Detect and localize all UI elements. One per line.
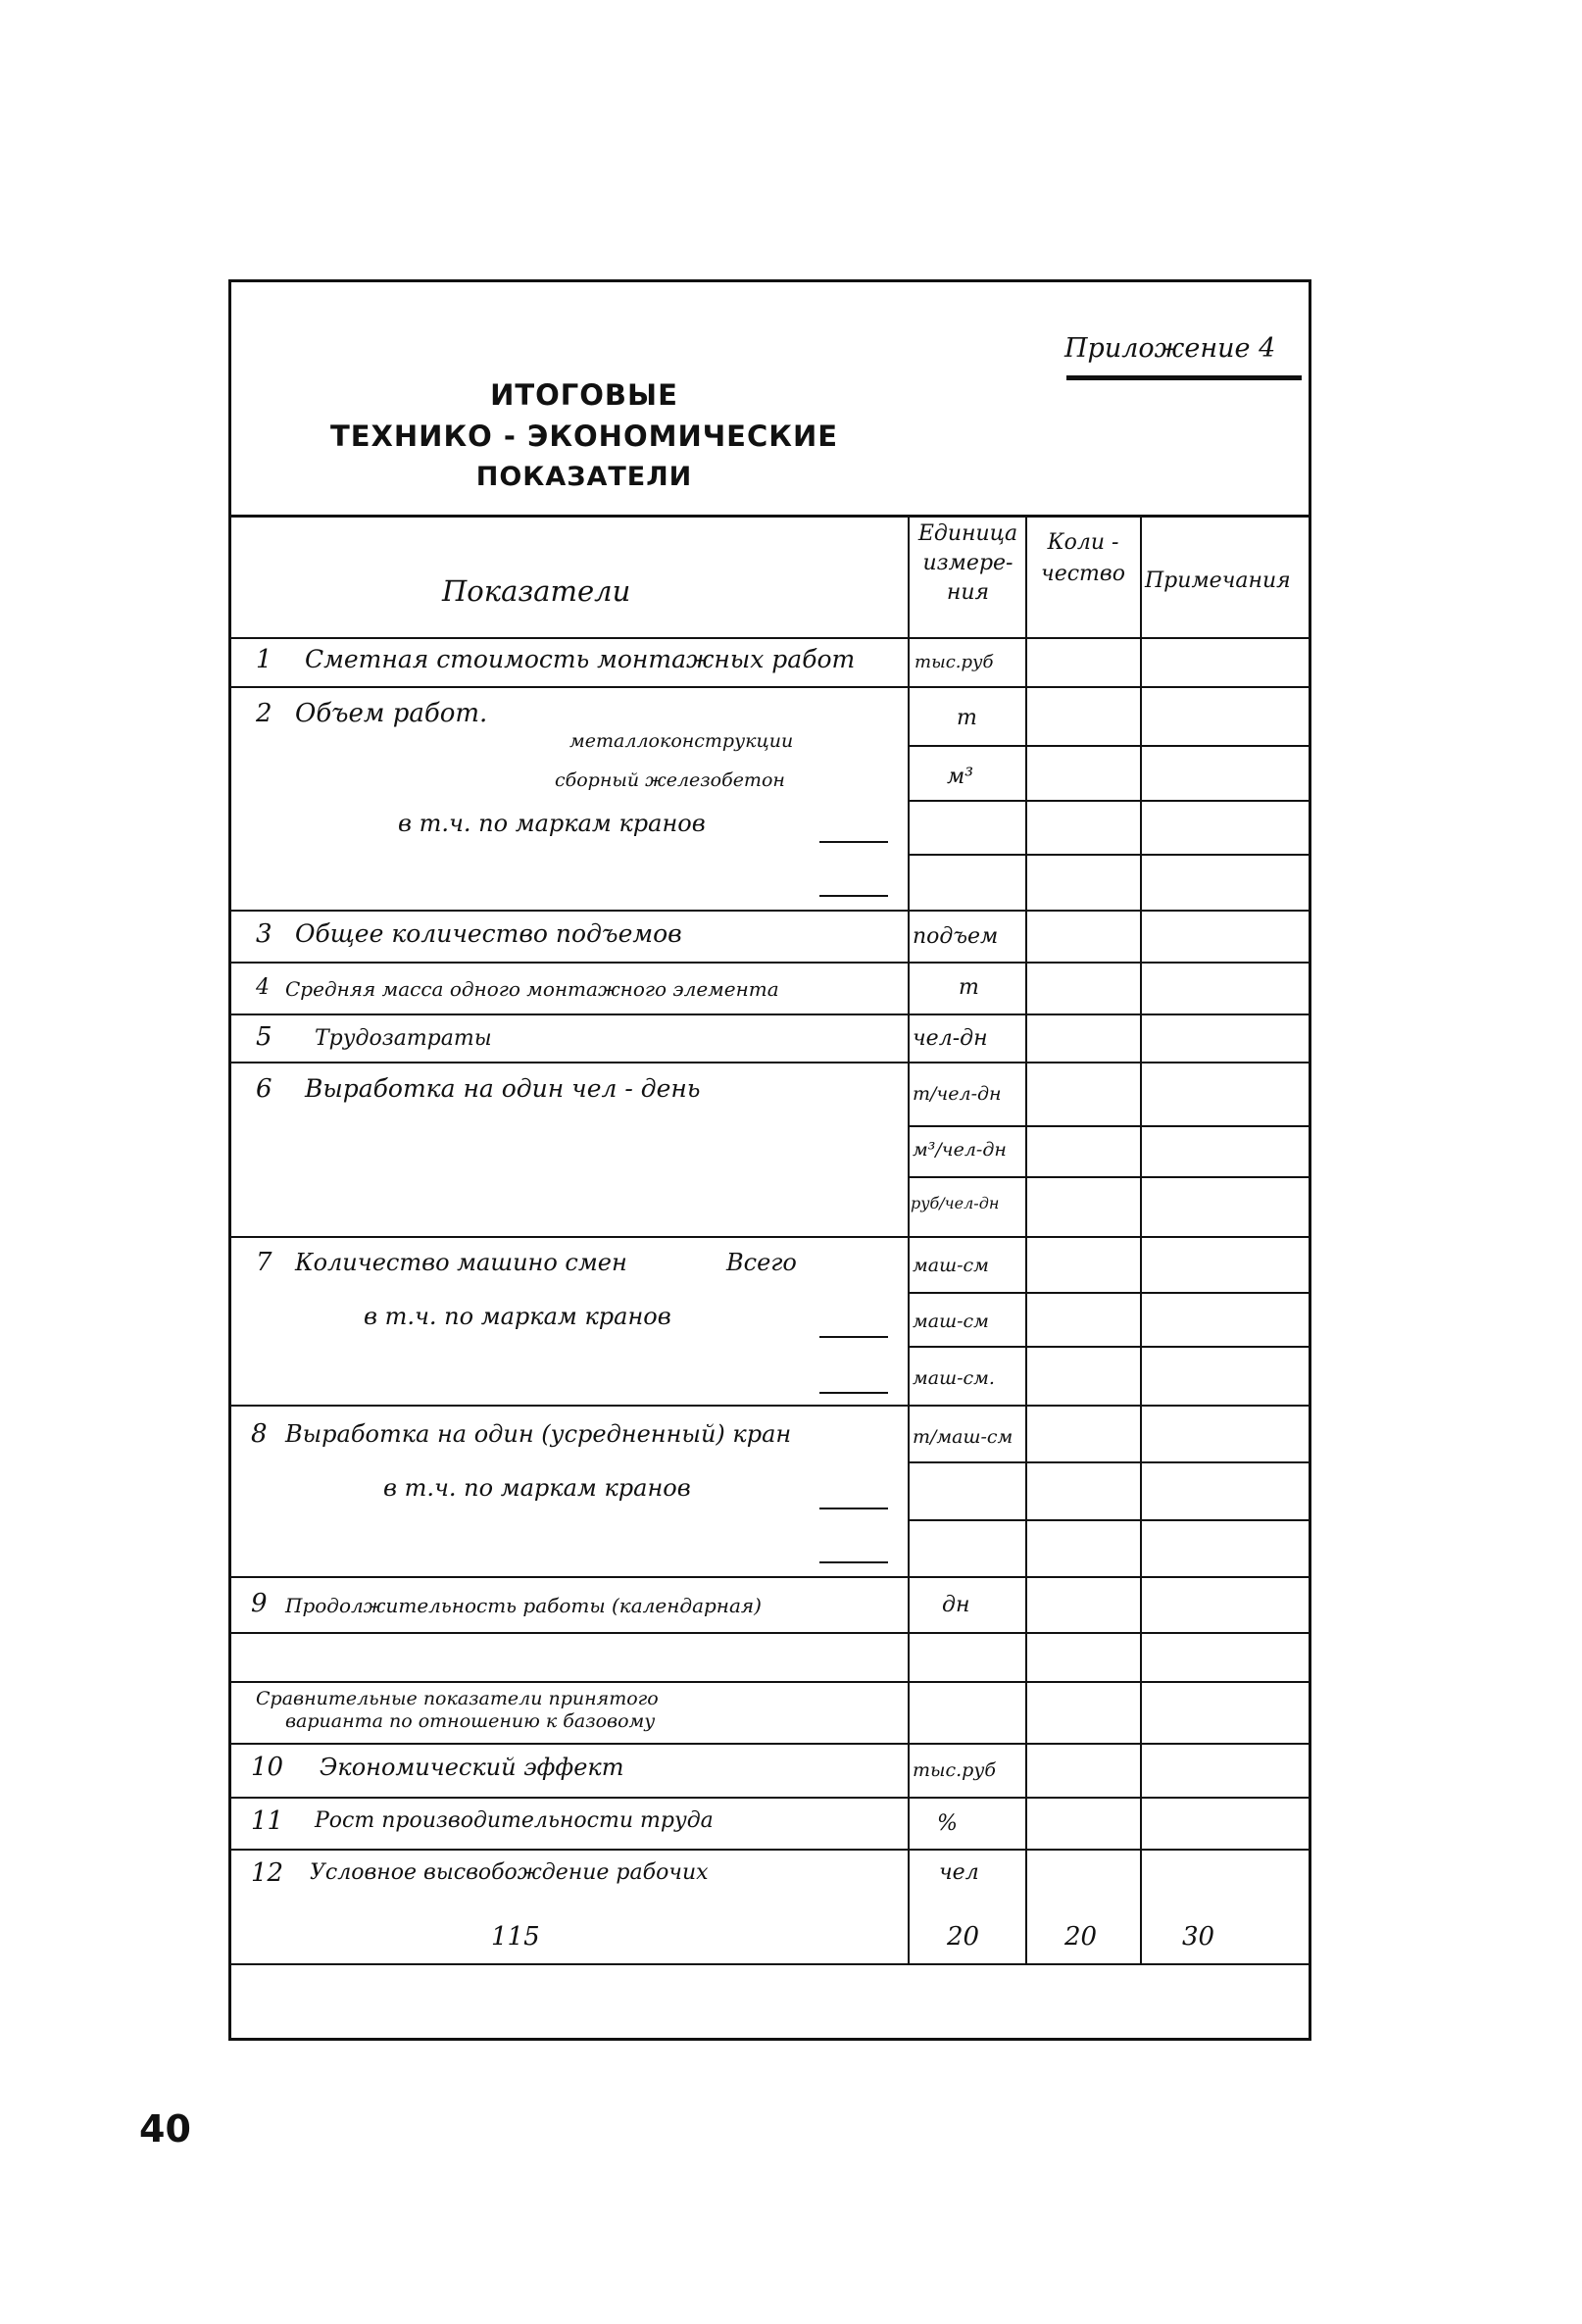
row-line (908, 1519, 1310, 1521)
row-6-unit-1: т/чел-дн (913, 1083, 1002, 1105)
row-6-label: Выработка на один чел - день (305, 1074, 701, 1103)
row-line (231, 1014, 1310, 1015)
row-line (231, 637, 1310, 639)
form-sheet (228, 279, 1311, 2041)
col-line-2 (1025, 515, 1027, 1963)
row-4-num: 4 (256, 975, 270, 1000)
row-1-label: Сметная стоимость монтажных работ (305, 645, 856, 673)
row-12-unit: чел (939, 1860, 979, 1885)
row-7-num: 7 (256, 1248, 272, 1277)
row-line (231, 1632, 1310, 1634)
row-7-label: Количество машино смен (295, 1249, 627, 1276)
title-line-1: ИТОГОВЫЕ (490, 378, 678, 412)
row-line (908, 1461, 1310, 1463)
row-6-num: 6 (256, 1074, 272, 1104)
row-11-num: 11 (251, 1806, 284, 1836)
col-header-indicators: Показатели (442, 574, 631, 608)
row-line (231, 1681, 1310, 1683)
col-header-quantity: Коли - чество (1041, 530, 1125, 586)
row-3-label: Общее количество подъемов (295, 919, 682, 948)
col-line-3 (1140, 515, 1142, 1963)
row-2-unit-2: м³ (947, 765, 974, 789)
row-5-num: 5 (256, 1022, 272, 1052)
col-line-1 (908, 515, 910, 1963)
row-line (908, 800, 1310, 802)
row-2-dash (819, 895, 888, 897)
row-3-unit: подъем (913, 924, 999, 949)
row-1-unit: тыс.руб (915, 652, 994, 672)
row-3-num: 3 (256, 919, 272, 949)
dimension-20-b: 20 (1064, 1922, 1098, 1952)
row-12-num: 12 (251, 1858, 284, 1888)
row-6-unit-2: м³/чел-дн (913, 1139, 1007, 1161)
col-header-notes: Примечания (1145, 569, 1291, 593)
row-6-unit-3: руб/чел-дн (911, 1194, 1000, 1212)
compare-line-2: варианта по отношению к базовому (285, 1710, 656, 1732)
row-12-label: Условное высвобождение рабочих (310, 1860, 709, 1885)
row-2-sub-2: сборный железобетон (555, 769, 785, 791)
dimension-line (231, 1963, 1310, 1965)
row-line (231, 1576, 1310, 1578)
row-line (231, 1405, 1310, 1407)
row-1-num: 1 (256, 645, 272, 674)
row-11-unit: % (937, 1811, 958, 1836)
row-9-label: Продолжительность работы (календарная) (285, 1594, 762, 1617)
row-10-unit: тыс.руб (913, 1759, 996, 1781)
row-line (231, 1849, 1310, 1851)
row-7-dash (819, 1336, 888, 1338)
compare-line-1: Сравнительные показатели принятого (256, 1688, 659, 1709)
row-7-extra: Всего (726, 1249, 797, 1276)
row-8-dash (819, 1508, 888, 1509)
row-line (231, 686, 1310, 688)
row-line (908, 854, 1310, 856)
row-2-unit-1: т (957, 706, 977, 730)
appendix-label: Приложение 4 (1064, 333, 1276, 364)
row-line (231, 962, 1310, 964)
row-9-unit: дн (942, 1593, 970, 1617)
row-9-num: 9 (251, 1589, 268, 1618)
form-header (231, 282, 1309, 518)
row-7-unit-1: маш-см (913, 1255, 989, 1276)
row-4-label: Средняя масса одного монтажного элемента (285, 977, 779, 1001)
row-8-num: 8 (251, 1419, 268, 1449)
row-8-sub: в т.ч. по маркам кранов (383, 1474, 691, 1502)
row-7-dash (819, 1392, 888, 1394)
row-line (231, 910, 1310, 912)
row-2-num: 2 (256, 699, 272, 728)
row-line (231, 1797, 1310, 1799)
row-line (231, 1743, 1310, 1745)
title-line-2: ТЕХНИКО - ЭКОНОМИЧЕСКИЕ (329, 420, 839, 453)
row-line (908, 1292, 1310, 1294)
row-5-unit: чел-дн (913, 1026, 988, 1051)
row-2-label: Объем работ. (295, 699, 488, 728)
row-10-num: 10 (251, 1753, 284, 1782)
row-7-unit-2: маш-см (913, 1310, 989, 1332)
row-line (908, 745, 1310, 747)
row-5-label: Трудозатраты (315, 1026, 492, 1051)
row-10-label: Экономический эффект (320, 1754, 624, 1781)
row-line (908, 1125, 1310, 1127)
row-line (231, 1236, 1310, 1238)
row-7-sub: в т.ч. по маркам кранов (364, 1303, 671, 1330)
row-8-dash (819, 1561, 888, 1563)
title-line-3: ПОКАЗАТЕЛИ (475, 462, 693, 492)
row-line (231, 1062, 1310, 1063)
row-2-dash (819, 841, 888, 843)
row-2-sub-1: металлоконструкции (569, 730, 794, 752)
dimension-30: 30 (1182, 1922, 1215, 1952)
row-4-unit: т (959, 975, 979, 1000)
row-11-label: Рост производительности труда (315, 1808, 714, 1833)
row-line (908, 1176, 1310, 1178)
row-8-label: Выработка на один (усредненный) кран (285, 1420, 792, 1448)
row-8-unit: т/маш-см (913, 1426, 1013, 1448)
row-line (908, 1346, 1310, 1348)
row-2-sub-3: в т.ч. по маркам кранов (398, 810, 706, 837)
row-7-unit-3: маш-см. (913, 1367, 995, 1389)
col-header-unit: Единица измере- ния (917, 521, 1018, 605)
dimension-115: 115 (491, 1922, 540, 1952)
dimension-20-a: 20 (947, 1922, 980, 1952)
page-number: 40 (139, 2107, 191, 2151)
